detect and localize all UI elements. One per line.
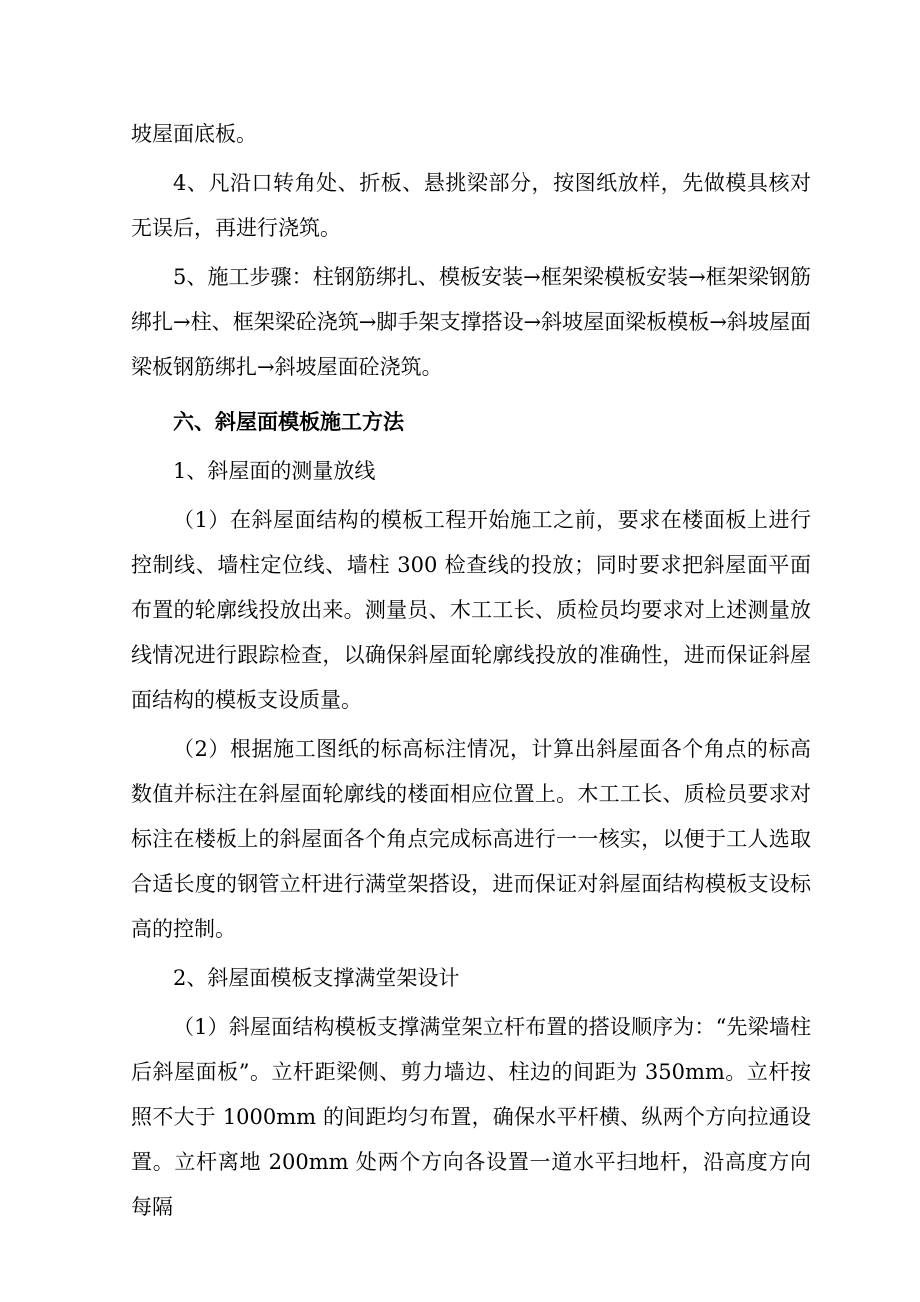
subsection-title-1: 1、斜屋面的测量放线: [173, 459, 376, 483]
paragraph-item-5: 5、施工步骤：柱钢筋绑扎、模板安装→框架梁模板安装→框架梁钢筋绑扎→柱、框架梁砼浇筑→脚手架支撑搭设→斜坡屋面梁板模板→斜坡屋面梁板钢筋绑扎→斜坡屋面砼浇筑。: [131, 265, 811, 379]
document-page: [131, 112, 811, 1230]
subsection-title-2: 2、斜屋面模板支撑满堂架设计: [173, 966, 460, 990]
subsection-2-paragraph-1: （1）斜屋面结构模板支撑满堂架立杆布置的搭设顺序为：“先梁墙柱后斜屋面板”。立杆距梁侧、剪力墙边、柱边的间距为 350mm。立杆按照不大于 1000mm 的间距均匀布置，确保水平杆横、纵两个方向拉通设置。立杆离地 200mm 处两个方向各设置一道水平扫地杆，沿高度方向每隔: [131, 1015, 811, 1219]
paragraph-continuation: 坡屋面底板。: [131, 122, 257, 146]
section-heading-6: 六、斜屋面模板施工方法: [173, 410, 404, 434]
subsection-1-paragraph-1: （1）在斜屋面结构的模板工程开始施工之前，要求在楼面板上进行控制线、墙柱定位线、墙柱 300 检查线的投放；同时要求把斜屋面平面布置的轮廓线投放出来。测量员、木工工长、质检员均要求对上述测量放线情况进行跟踪检查，以确保斜屋面轮廓线投放的准确性，进而保证斜屋面结构的模板支设质量。: [131, 508, 811, 712]
subsection-1-paragraph-2: （2）根据施工图纸的标高标注情况，计算出斜屋面各个角点的标高数值并标注在斜屋面轮廓线的楼面相应位置上。木工工长、质检员要求对标注在楼板上的斜屋面各个角点完成标高进行一一核实，以便于工人选取合适长度的钢管立杆进行满堂架搭设，进而保证对斜屋面结构模板支设标高的控制。: [131, 737, 811, 941]
paragraph-item-4: 4、凡沿口转角处、折板、悬挑梁部分，按图纸放样，先做模具核对无误后，再进行浇筑。: [131, 171, 811, 240]
